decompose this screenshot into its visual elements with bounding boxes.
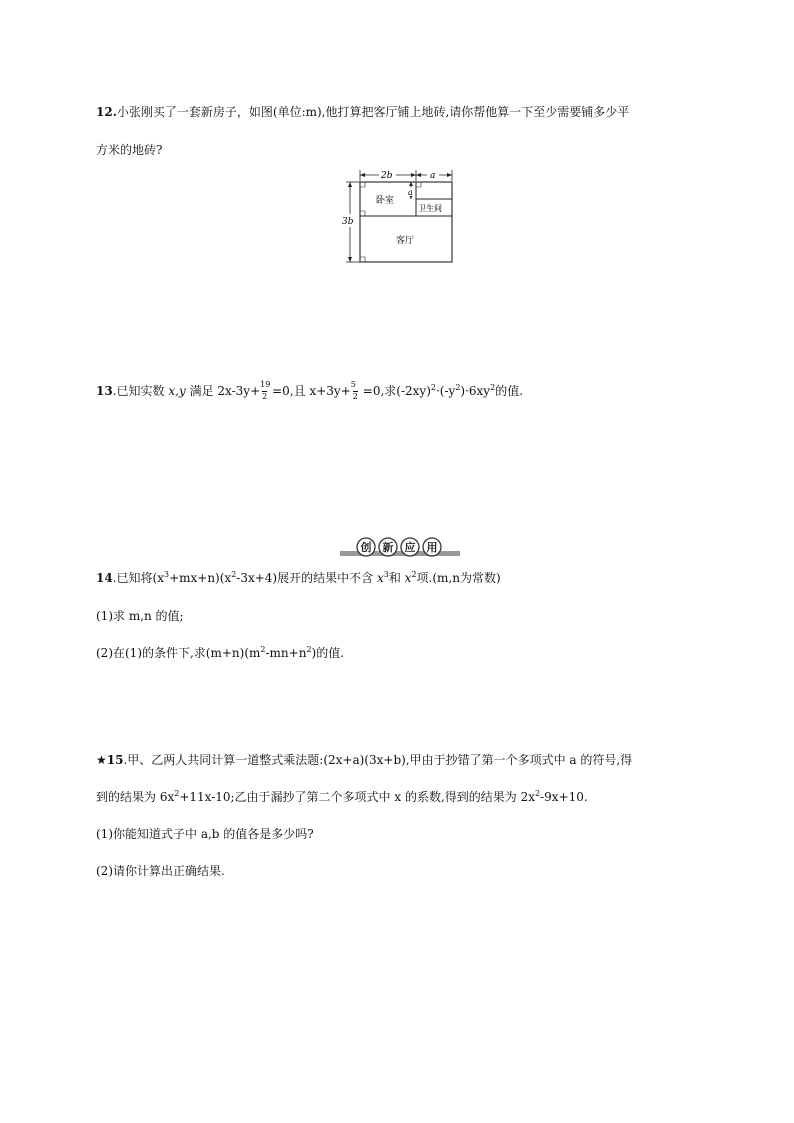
q15-line2: [96, 789, 588, 805]
q15-text-2a: 到的结果为 6x: [96, 790, 175, 804]
q14-text-7: 项.(m,n为常数): [416, 571, 501, 585]
banner-char-2: 新: [382, 541, 394, 554]
q13-power-2: 2: [455, 383, 461, 392]
q13-eq1-denominator: 2: [262, 392, 268, 401]
q13-text-4: )·6xy: [460, 384, 491, 398]
q13-power-1: 2: [430, 383, 436, 392]
q13-text-1: .已知实数: [112, 384, 165, 398]
q15-text-1: .甲、乙两人共同计算一道整式乘法题:(2x+a)(3x+b),甲由于抄错了第一个多项式中 a 的符号,得: [123, 753, 633, 767]
q15-power-1: 2: [174, 789, 180, 798]
floor-plan-figure: [338, 168, 464, 266]
q14-sub2-power-1: 2: [260, 645, 266, 654]
dim-2b-label: 2b: [381, 171, 393, 181]
room-bedroom-label: 卧室: [376, 196, 395, 206]
q14-text-6: x: [404, 571, 412, 585]
banner-char-4: 用: [426, 541, 438, 554]
room-bathroom-label: 卫生间: [418, 204, 442, 213]
q14-text-1: .已知将(x: [112, 571, 164, 585]
q13-number: 13: [96, 384, 113, 398]
q14-sub2-part-c: )的值.: [311, 646, 345, 660]
q15-number: 15: [106, 753, 124, 767]
q15-text-2b: +11x-10;乙由于漏抄了第二个多项式中 x 的系数,得到的结果为 2x: [179, 790, 535, 804]
q15-power-2: 2: [535, 789, 541, 798]
q15-sub1-text: (1)你能知道式子中 a,b 的值各是多少吗?: [96, 827, 314, 841]
q15-sub1: [96, 826, 314, 842]
q14-power-2: 2: [231, 570, 237, 579]
q14-line: [96, 570, 501, 586]
q14-text-3: -3x+4)展开的结果中不含: [236, 571, 374, 585]
q15-sub2: [96, 863, 225, 879]
q12-line1: [96, 104, 629, 120]
q14-sub2: [96, 645, 344, 661]
q13-eq1-numerator: 19: [260, 380, 271, 389]
q13-eq2-part-a: x+3y+: [309, 384, 351, 398]
q13-eq1-fraction: [260, 380, 272, 401]
q13-eq2-denominator: 2: [352, 392, 358, 401]
q13-eq2-fraction: [350, 380, 363, 401]
star-icon: ★: [96, 753, 107, 767]
dim-a-inner-label: a: [408, 188, 413, 197]
q14-number: 14: [96, 571, 113, 585]
dim-a-top-label: a: [430, 171, 436, 181]
q13-vars: x,y: [168, 384, 186, 398]
q15-line1: [96, 752, 632, 768]
banner-char-3: 应: [404, 541, 416, 554]
q14-sub2-power-2: 2: [306, 645, 312, 654]
q14-power-3: 3: [383, 570, 389, 579]
q15-text-2c: -9x+10.: [540, 790, 588, 804]
q13-line: [96, 380, 524, 401]
q14-sub2-part-b: -mn+n: [265, 646, 307, 660]
q14-sub2-part-a: (2)在(1)的条件下,求(m+n)(m: [96, 646, 261, 660]
dim-3b-label: 3b: [342, 217, 354, 227]
q14-text-2: +mx+n)(x: [169, 571, 232, 585]
q13-eq1-part-a: 2x-3y+: [217, 384, 261, 398]
house-outline: [360, 182, 452, 262]
q13-eq2-part-b: =0,求(-2xy): [362, 384, 431, 398]
q13-text-2: 满足: [189, 384, 214, 398]
q15-sub2-text: (2)请你计算出正确结果.: [96, 864, 225, 878]
section-banner: [338, 536, 462, 560]
banner-char-1: 创: [360, 541, 372, 554]
q13-eq2-numerator: 5: [350, 380, 356, 389]
q12-line2: [96, 142, 162, 158]
q13-text-5: 的值.: [495, 384, 524, 398]
q12-text-1: 小张刚买了一套新房子，如图(单位:m),他打算把客厅铺上地砖,请你帮他算一下至少需要铺多少平: [116, 105, 630, 119]
q13-power-3: 2: [490, 383, 496, 392]
q14-sub1: [96, 608, 184, 624]
q14-power-4: 2: [411, 570, 417, 579]
q14-sub1-text: (1)求 m,n 的值;: [96, 609, 184, 623]
room-living-label: 客厅: [396, 236, 415, 246]
q13-eq1-part-b: =0,且: [272, 384, 306, 398]
q14-power-1: 3: [163, 570, 170, 579]
q12-number: 12.: [96, 105, 117, 119]
q14-text-4: x: [376, 571, 384, 585]
q12-text-2: 方米的地砖?: [96, 143, 163, 157]
q14-text-5: 和: [388, 571, 401, 585]
q13-text-3: ·(-y: [435, 384, 456, 398]
